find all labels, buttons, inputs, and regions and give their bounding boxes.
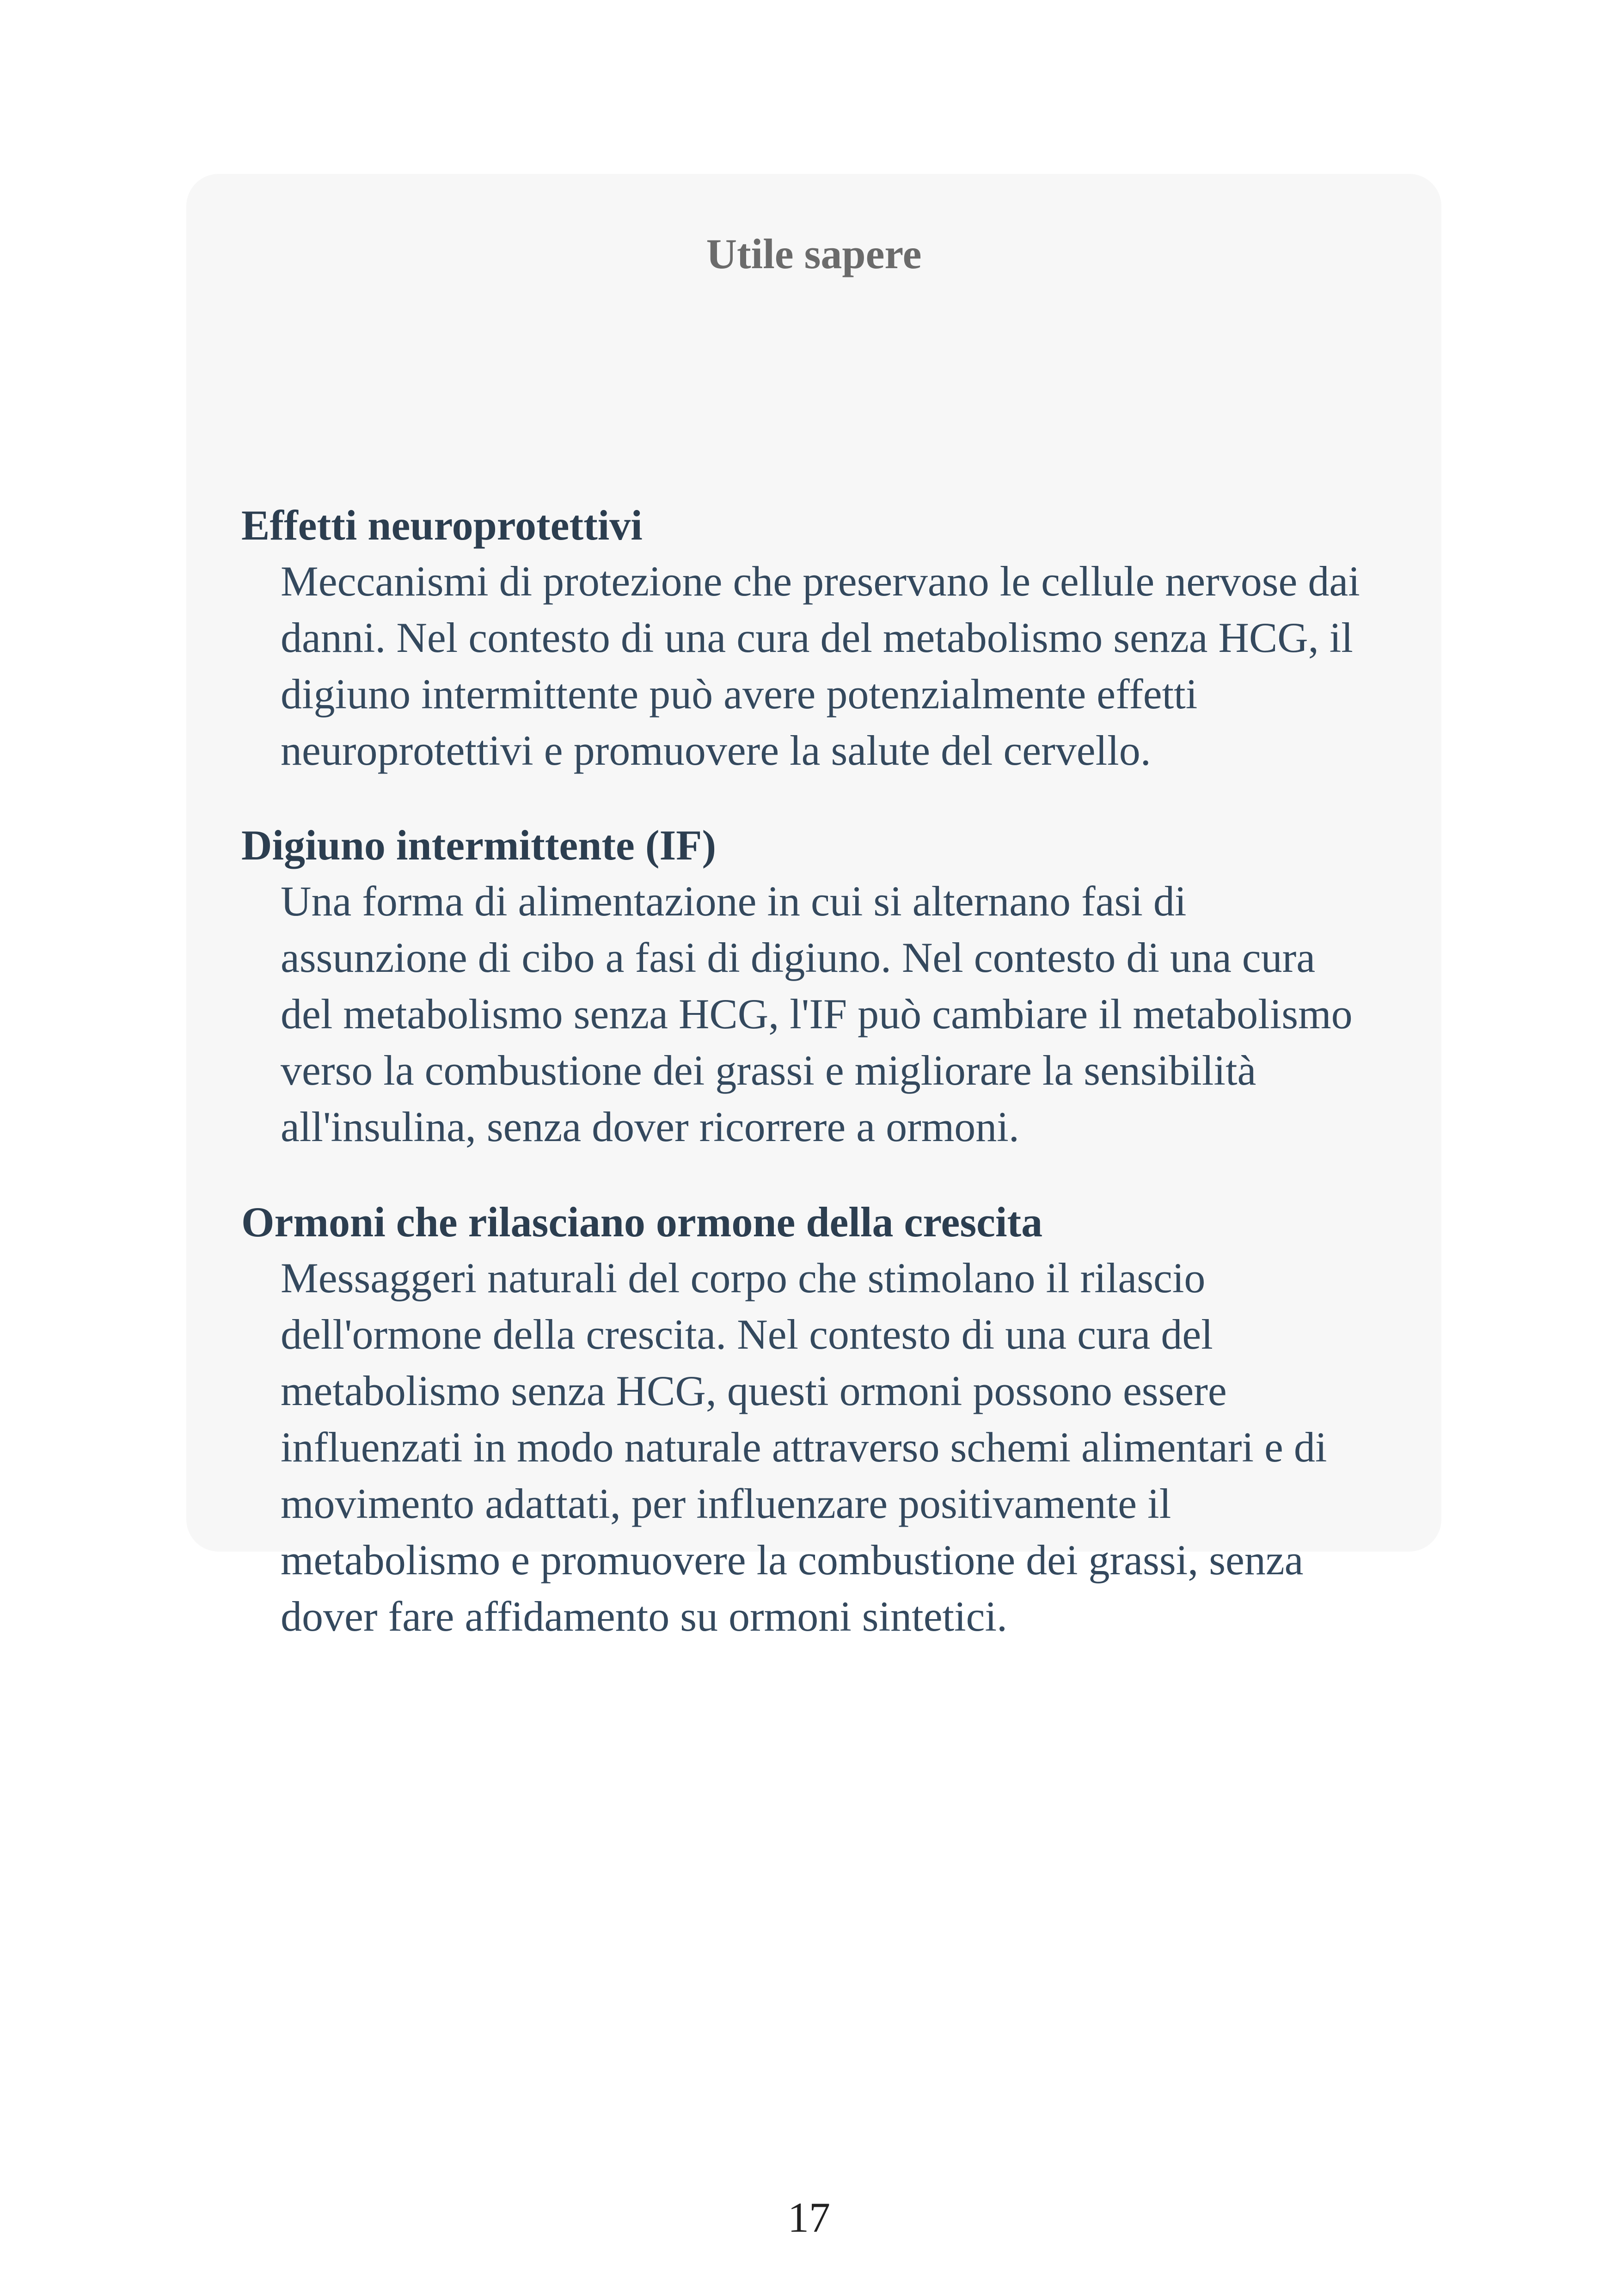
definition-item xyxy=(241,1194,1395,1645)
definition-line: assunzione di cibo a fasi di digiuno. Nel contesto di una cura xyxy=(281,934,1316,981)
definition-line: Una forma di alimentazione in cui si alternano fasi di xyxy=(281,878,1187,925)
definition-line: neuroprotettivi e promuovere la salute del cervello. xyxy=(281,727,1151,774)
definition-line: metabolismo senza HCG, questi ormoni possono essere xyxy=(281,1367,1227,1414)
definition-line: movimento adattati, per influenzare positivamente il xyxy=(281,1480,1171,1527)
term-title: Effetti neuroprotettivi xyxy=(241,502,643,549)
info-box xyxy=(186,174,1441,1640)
definition-line: Meccanismi di protezione che preservano le cellule nervose dai xyxy=(281,558,1360,605)
page-number: 17 xyxy=(788,2194,830,2241)
definition-line: digiuno intermittente può avere potenzialmente effetti xyxy=(281,670,1198,718)
definition-item xyxy=(241,817,1395,1155)
definition-line: metabolismo e promuovere la combustione dei grassi, senza xyxy=(281,1536,1304,1584)
box-title: Utile sapere xyxy=(706,230,922,277)
definition-line: dell'ormone della crescita. Nel contesto di una cura del xyxy=(281,1311,1213,1358)
term-title: Ormoni che rilasciano ormone della crescita xyxy=(241,1198,1043,1246)
definition-line: verso la combustione dei grassi e migliorare la sensibilità xyxy=(281,1047,1256,1094)
definition-item xyxy=(241,497,1395,779)
definition-line: all'insulina, senza dover ricorrere a ormoni. xyxy=(281,1103,1019,1150)
definition-line: influenzati in modo naturale attraverso schemi alimentari e di xyxy=(281,1424,1327,1471)
definition-line: danni. Nel contesto di una cura del metabolismo senza HCG, il xyxy=(281,614,1353,661)
definition-line: del metabolismo senza HCG, l'IF può cambiare il metabolismo xyxy=(281,990,1353,1037)
term-title: Digiuno intermittente (IF) xyxy=(241,822,717,869)
term-definition xyxy=(241,873,1395,1155)
term-definition xyxy=(241,553,1395,779)
definition-line: Messaggeri naturali del corpo che stimolano il rilascio xyxy=(281,1254,1206,1301)
definition-line: dover fare affidamento su ormoni sintetici. xyxy=(281,1593,1008,1640)
term-definition xyxy=(241,1250,1395,1645)
